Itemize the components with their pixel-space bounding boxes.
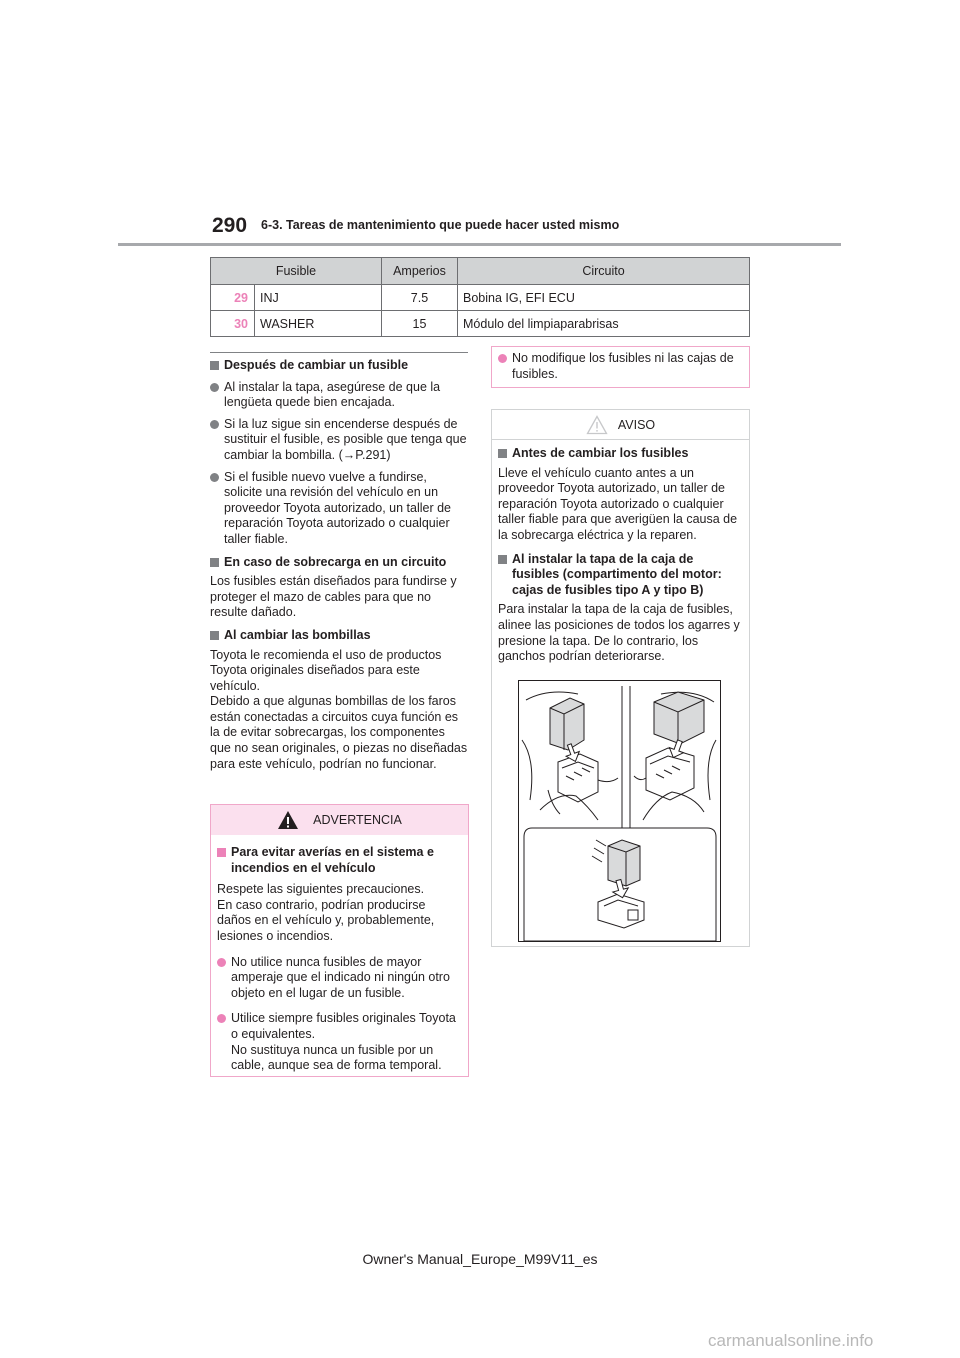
paragraph: Lleve el vehículo cuanto antes a un proveedor Toyota autorizado, un taller de reparación Toyota autorizado o cualquier taller fiable para que averigüen la causa de la sobrecarga eléctrica y la reparen.: [498, 465, 738, 542]
list-item: [210, 417, 468, 464]
fuse-amps: 7.5: [382, 285, 458, 311]
round-bullet-icon: [210, 473, 219, 482]
paragraph: Toyota le recomienda el uso de productos Toyota originales diseñados para este vehículo.: [210, 647, 442, 693]
list-item-text: [231, 1011, 462, 1073]
round-bullet-icon: [217, 1014, 226, 1023]
paragraph: Los fusibles están diseñados para fundirse y proteger el mazo de cables para que no resulte dañado.: [210, 574, 457, 620]
fuse-amps: 15: [382, 311, 458, 337]
paragraph: Para instalar la tapa de la caja de fusibles, alinee las posiciones de todos los agarres y presione la tapa. De lo contrario, los ganchos podrían deteriorarse.: [498, 602, 740, 664]
round-bullet-icon: [210, 420, 219, 429]
fuse-table: [210, 257, 750, 337]
table-row: [211, 311, 750, 337]
list-item-text: No modifique los fusibles ni las cajas de fusibles.: [512, 351, 734, 381]
square-bullet-icon: [498, 449, 507, 458]
notice-heading-text: Antes de cambiar los fusibles: [512, 446, 689, 460]
fuse-name: INJ: [255, 285, 382, 311]
list-item: [210, 380, 468, 411]
fuse-circuit: Bobina IG, EFI ECU: [458, 285, 750, 311]
square-bullet-icon: [210, 361, 219, 370]
list-item-text: Si el fusible nuevo vuelve a fundirse, solicite una revisión del vehículo en un proveedor Toyota autorizado, un taller de reparación Toyota autorizado o cualquier taller fiable.: [224, 469, 452, 546]
square-bullet-icon: [210, 558, 219, 567]
section-heading: [210, 555, 468, 571]
square-bullet-icon: [217, 848, 226, 857]
list-item-text: Si la luz sigue sin encenderse después de sustituir el fusible, es posible que tenga que cambiar la bombilla. (→P.291): [224, 416, 467, 462]
table-header-row: [211, 258, 750, 285]
col-header-amps: Amperios: [382, 258, 458, 285]
warning-heading: [217, 845, 462, 876]
list-item: [210, 470, 468, 548]
fuse-circuit: Módulo del limpiaparabrisas: [458, 311, 750, 337]
notice-heading-text: Al instalar la tapa de la caja de fusibles (compartimento del motor: cajas de fusibles tipo A y tipo B): [512, 551, 722, 597]
round-bullet-icon: [210, 383, 219, 392]
list-item-text: No utilice nunca fusibles de mayor amperaje que el indicado ni ningún otro objeto en el lugar de un fusible.: [231, 954, 450, 1000]
notice-heading: [498, 552, 743, 599]
section-heading: [210, 628, 468, 644]
section-heading: [210, 358, 468, 374]
section-title: 6-3. Tareas de mantenimiento que puede hacer usted mismo: [261, 218, 620, 232]
paragraph: En caso contrario, podrían producirse daños en el vehículo y, probablemente, lesiones o incendios.: [217, 897, 435, 943]
list-item: [217, 955, 462, 1002]
notice-title: AVISO: [617, 417, 656, 432]
fuse-box-cover-illustration: [518, 680, 721, 942]
list-item-text-line: No sustituya nunca un fusible por un cable, aunque sea de forma temporal.: [231, 1042, 442, 1073]
col-header-circuit: Circuito: [458, 258, 750, 285]
warning-title: ADVERTENCIA: [313, 813, 402, 827]
notice-heading: [498, 446, 743, 462]
paragraph: Debido a que algunas bombillas de los faros están conectadas a circuitos cuya función es la de evitar sobrecargas, los componentes que no sean originales, o piezas no diseñadas para este vehículo, podrían no funcionar.: [210, 694, 468, 771]
section-heading-text: En caso de sobrecarga en un circuito: [224, 554, 447, 569]
notice-body: [492, 440, 749, 665]
list-item-text-line: Utilice siempre fusibles originales Toyota o equivalentes.: [231, 1011, 456, 1041]
square-bullet-icon: [498, 555, 507, 564]
notice-box: [491, 409, 750, 947]
warning-heading-text: Para evitar averías en el sistema e incendios en el vehículo: [231, 845, 434, 875]
round-bullet-icon: [498, 354, 507, 363]
round-bullet-icon: [217, 958, 226, 967]
section-heading-text: Después de cambiar un fusible: [224, 358, 409, 372]
footer-text: Owner's Manual_Europe_M99V11_es: [362, 1251, 598, 1267]
col-header-fuse: Fusible: [211, 258, 382, 285]
fuse-number: 29: [211, 285, 255, 311]
header-rule: [118, 243, 841, 246]
page-number: 290: [212, 214, 248, 237]
fuse-name: WASHER: [255, 311, 382, 337]
fuse-number: 30: [211, 311, 255, 337]
notice-header: [492, 410, 749, 440]
column-rule: [210, 352, 468, 353]
caution-bullet-box: [491, 346, 750, 388]
list-item: [217, 1011, 462, 1073]
watermark: carmanualsonline.info: [708, 1331, 874, 1350]
caution-triangle-icon: [586, 415, 608, 435]
left-column: [210, 352, 468, 772]
list-item-text: Al instalar la tapa, asegúrese de que la lengüeta quede bien encajada.: [224, 379, 441, 410]
table-row: [211, 285, 750, 311]
warning-triangle-icon: [277, 810, 299, 830]
warning-header: [211, 805, 468, 835]
warning-body: [211, 835, 468, 1074]
list-item: [498, 351, 743, 382]
section-heading-text: Al cambiar las bombillas: [224, 627, 371, 642]
paragraph: Respete las siguientes precauciones.: [217, 882, 425, 897]
square-bullet-icon: [210, 631, 219, 640]
warning-box: [210, 804, 469, 1077]
